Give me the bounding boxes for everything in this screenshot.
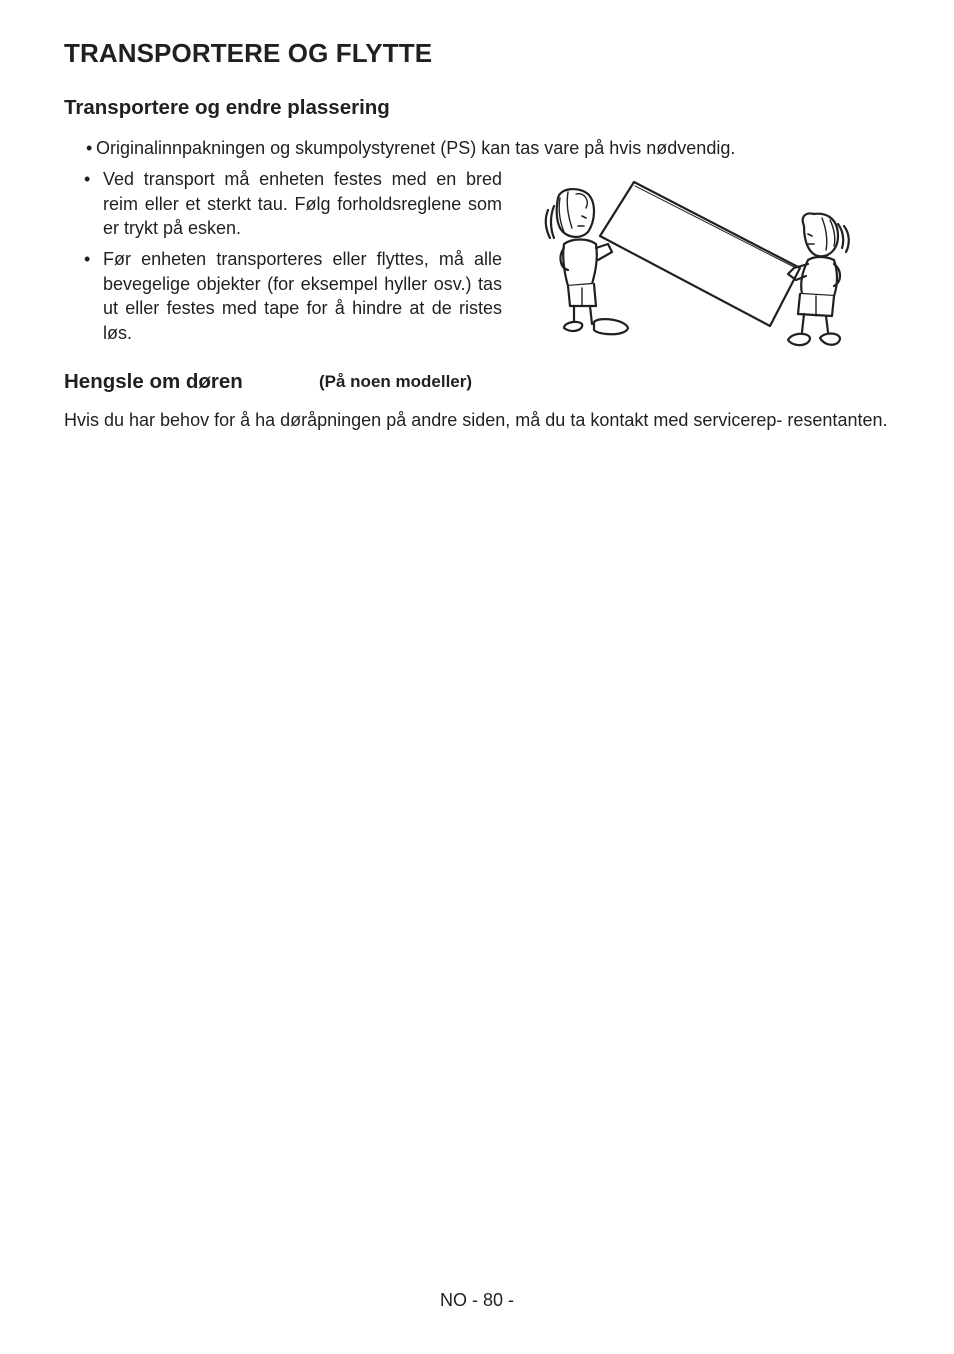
bullet-text: Før enheten transporteres eller flyttes, må alle bevegelige objekter (for eksempel hyller osv.) tas ut eller festes med tape for å hindre at de ristes løs.: [103, 249, 502, 343]
list-item: [84, 167, 502, 241]
page-number: NO - 80 -: [439, 1290, 514, 1310]
bullet-icon: •: [84, 169, 91, 189]
bullet-icon: •: [86, 138, 93, 158]
section-heading-hinge: Hengsle om døren: [64, 370, 243, 393]
two-people-carrying-appliance-illustration: [538, 176, 860, 350]
hinge-paragraph: Hvis du har behov for å ha døråpningen på andre siden, må du ta kontakt med servicerep- resentanten.: [64, 410, 888, 430]
list-item: [84, 247, 502, 345]
model-note: (På noen modeller): [319, 372, 473, 391]
section-heading-transport: Transportere og endre plassering: [64, 96, 390, 119]
bullet-text: Originalinnpakningen og skumpolystyrenet (PS) kan tas vare på hvis nødvendig.: [96, 138, 736, 158]
bullet-icon: •: [84, 249, 91, 269]
list-item: [86, 136, 856, 161]
bullet-text: Ved transport må enheten festes med en bred reim eller et sterkt tau. Følg forholdsreglene som er trykt på esken.: [103, 169, 502, 238]
page-title: TRANSPORTERE OG FLYTTE: [64, 38, 433, 68]
